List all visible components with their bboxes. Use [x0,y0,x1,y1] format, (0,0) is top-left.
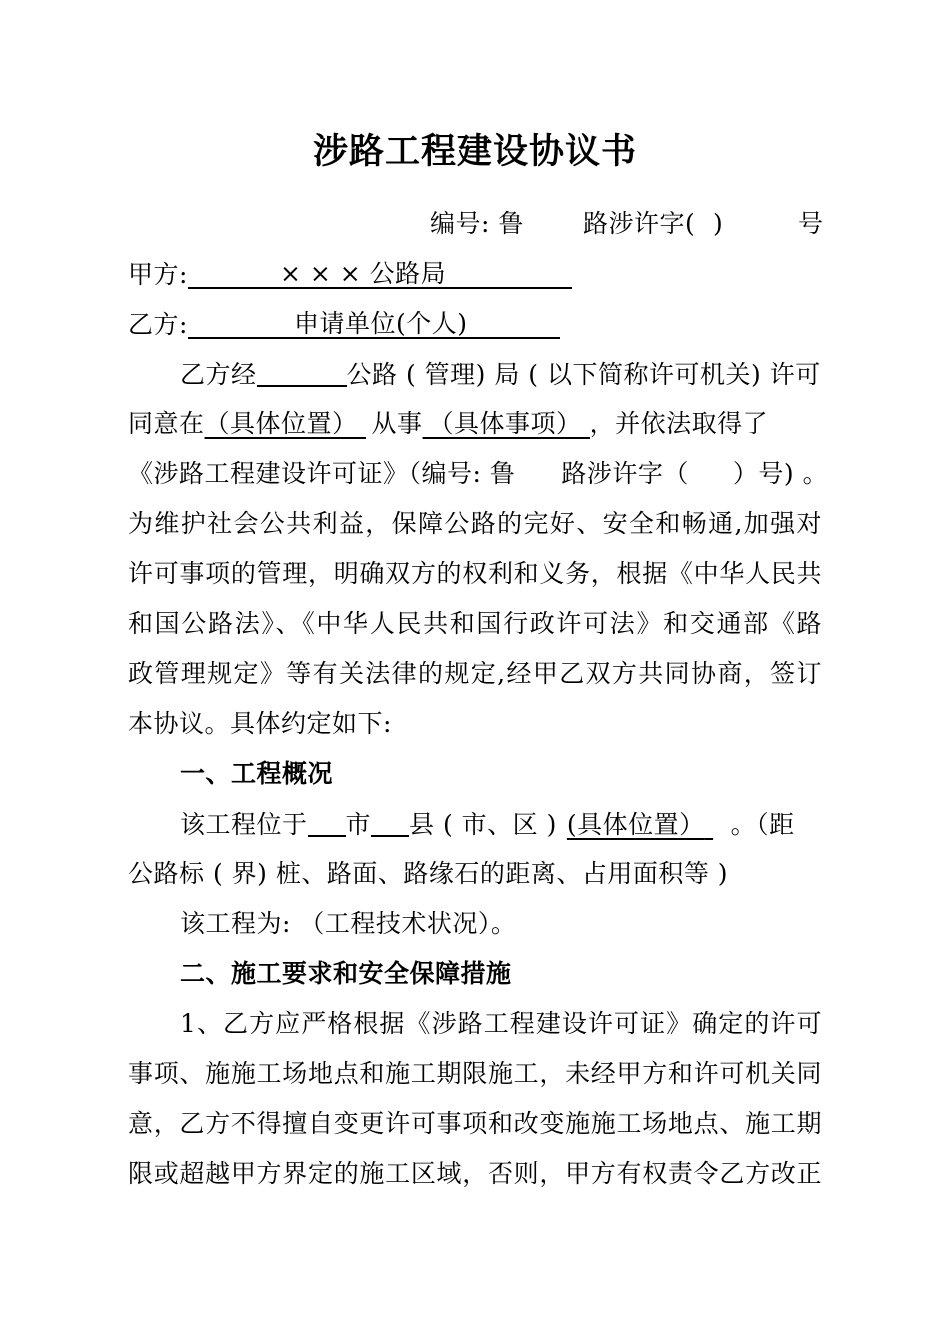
s2-line-3: 意，乙方不得擅自变更许可事项和改变施施工场地点、施工期 [128,1109,822,1138]
p1-line-4: 为维护社会公共利益，保障公路的完好、安全和畅通,加强对 [128,509,822,538]
p1-text-1a: 乙方经 [180,360,257,389]
party-b-field [188,309,560,339]
s1-text-1b: 市 [345,810,372,839]
p1-line-3 [128,459,829,489]
p1-text-2c: 从事 [371,409,423,438]
p1-line-2 [128,409,822,439]
document-title: 涉路工程建设协议书 [312,131,637,172]
p1-text-1b: 公路 ( 管理) 局 ( 以下简称许可机关) 许可 [346,360,821,389]
p1-text-2e: ，并依法取得了 [589,409,769,438]
section-2-heading: 二、施工要求和安全保障措施 [180,959,512,988]
p1-location-field: （具体位置） [204,409,358,438]
p1-line-7: 政管理规定》等有关法律的规定,经甲乙双方共同协商，签订 [128,659,822,688]
party-b-line [128,309,822,340]
s2-line-4: 限或超越甲方界定的施工区域，否则，甲方有权责令乙方改正 [128,1159,822,1188]
s1-text-1a: 该工程位于 [180,810,308,839]
p1-text-3c: ）号) 。 [732,459,829,488]
party-a-value: × × × 公路局 [279,259,447,288]
s2-line-2: 事项、施施工场地点和施工期限施工，未经甲方和许可机关同 [128,1059,822,1088]
p1-line-1 [128,359,822,390]
p1-text-3a: 《涉路工程建设许可证》（编号: 鲁 [128,459,516,488]
party-a-field [188,259,572,289]
blank-county [371,809,409,837]
s2-line-1: 1、乙方应严格根据《涉路工程建设许可证》确定的许可 [180,1009,822,1038]
s1-line-3: 该工程为: （工程技术状况）。 [180,909,517,938]
s1-line-2: 公路标 ( 界) 桩、路面、路缘石的距离、占用面积等 ) [128,859,729,888]
p1-line-8: 本协议。具体约定如下: [128,709,392,738]
p1-line-6: 和国公路法》、《中华人民共和国行政许可法》和交通部《路 [128,609,822,638]
party-b-label: 乙方: [128,310,188,339]
p1-text-2a: 同意在 [128,409,205,438]
number-prefix: 编号: 鲁 [430,209,524,238]
p1-text-3b: 路涉许字（ [561,459,689,488]
s1-line-1 [128,809,822,840]
number-close: ) [713,209,724,238]
s1-text-1e: 。（距 [730,810,795,839]
party-a-line [128,259,822,290]
s1-text-1c: 县 ( 市、区 ) [409,810,557,839]
party-a-label: 甲方: [128,260,188,289]
blank-highway [257,359,347,387]
s1-location-field: (具体位置） [566,810,705,839]
party-b-value: 申请单位(个人) [293,309,468,338]
number-middle: 路涉许字( [583,209,696,238]
number-suffix: 号 [798,209,824,238]
p1-line-5: 许可事项的管理，明确双方的权利和义务，根据《中华人民共 [128,559,822,588]
blank-city [308,809,346,837]
p1-matter-field: （具体事项） [428,409,582,438]
section-1-heading: 一、工程概况 [180,759,334,788]
